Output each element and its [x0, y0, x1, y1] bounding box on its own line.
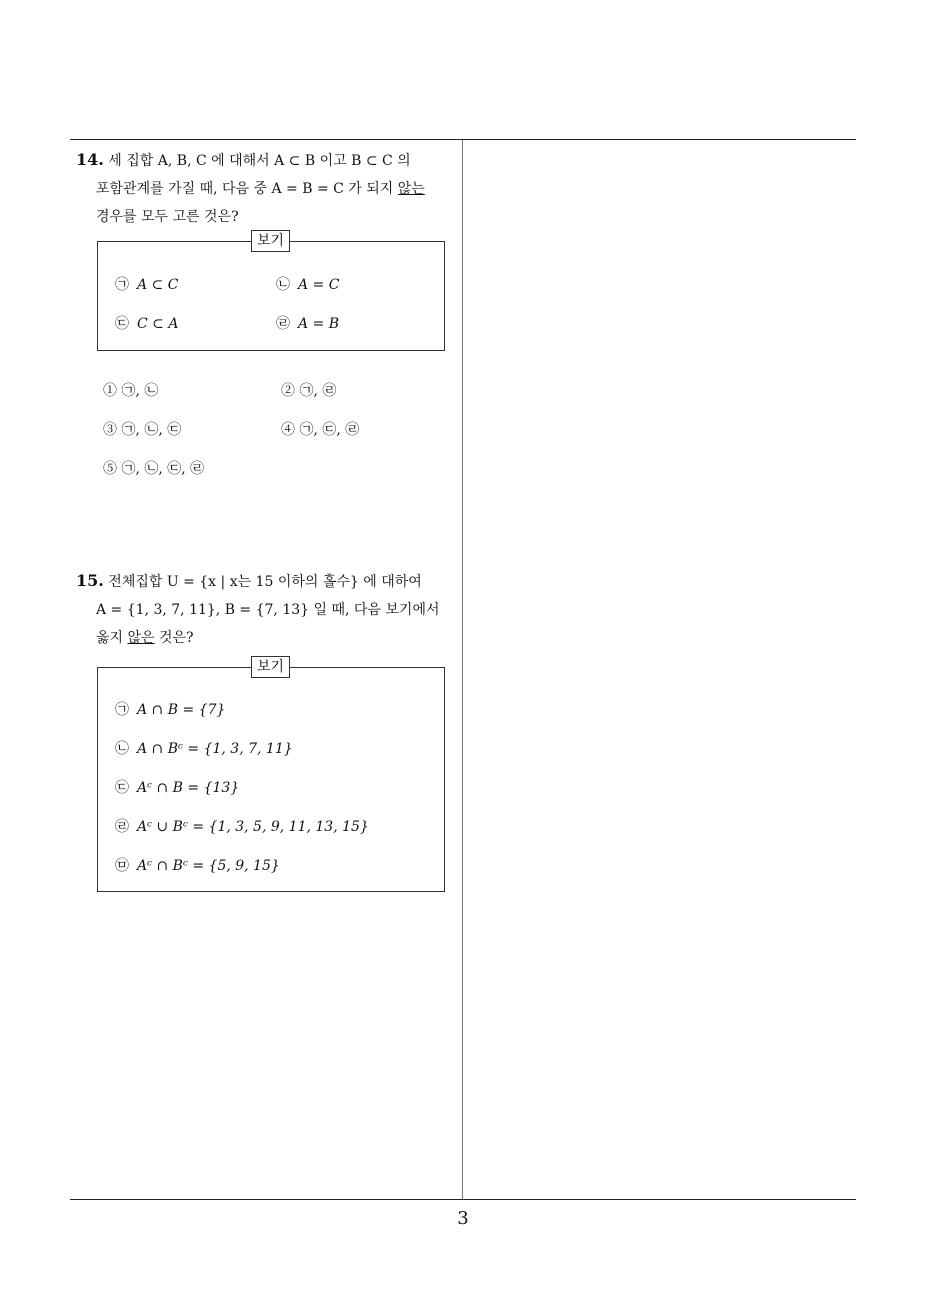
- q14-bogi-item: [276, 314, 339, 334]
- page-number: 3: [457, 1208, 469, 1229]
- q14-line-2: [76, 175, 456, 203]
- q15-bogi-expr: A ∩ Bᶜ = {1, 3, 7, 11}: [137, 741, 293, 757]
- column-divider: [462, 140, 463, 1200]
- q14-choice-4[interactable]: ④ ㉠, ㉢, ㉣: [281, 422, 360, 438]
- q15-bogi-item: [115, 817, 369, 837]
- q14-line-1: [76, 146, 456, 175]
- q14-bogi-expr: C ⊂ A: [137, 316, 179, 332]
- q14-bogi-mark: ㉣: [276, 316, 290, 332]
- q14-bogi-item: [115, 275, 178, 295]
- q14-text-2: 포함관계를 가질 때, 다음 중 A = B = C 가 되지: [96, 181, 398, 197]
- q15-underlined-word: 않은: [127, 630, 155, 646]
- q14-choice-3[interactable]: ③ ㉠, ㉡, ㉢: [103, 422, 182, 438]
- q14-choice-5[interactable]: ⑤ ㉠, ㉡, ㉢, ㉣: [103, 461, 205, 477]
- q14-bogi-item: [276, 275, 339, 295]
- q15-bogi-item: [115, 700, 225, 720]
- q15-line-3: [76, 624, 456, 652]
- q15-number: 15.: [76, 571, 104, 590]
- q14-text-1: 세 집합 A, B, C 에 대해서 A ⊂ B 이고 B ⊂ C 의: [108, 153, 411, 169]
- top-rule: [70, 139, 856, 140]
- q15-line-2: A = {1, 3, 7, 11}, B = {7, 13} 일 때, 다음 보기에서: [96, 602, 440, 618]
- q14-underlined-word: 않는: [397, 181, 425, 197]
- q15-bogi-mark: ㉣: [115, 819, 129, 835]
- q14-choice-2[interactable]: ② ㉠, ㉣: [281, 383, 337, 399]
- bottom-rule: [70, 1199, 856, 1200]
- q15-bogi-mark: ㉡: [115, 741, 129, 757]
- q14-bogi-mark: ㉡: [276, 277, 290, 293]
- q15-bogi-mark: ㉤: [115, 858, 129, 874]
- q14-bogi-item: [115, 314, 178, 334]
- q15-bogi-expr: A ∩ B = {7}: [137, 702, 226, 718]
- q14-bogi-expr: A = C: [298, 277, 340, 293]
- q15-line-1: [76, 567, 456, 596]
- q15-bogi-box: [97, 659, 445, 892]
- q14-number: 14.: [76, 150, 104, 169]
- q15-bogi-mark: ㉢: [115, 780, 129, 796]
- q14-bogi-expr: A ⊂ C: [137, 277, 179, 293]
- q14-bogi-mark: ㉠: [115, 277, 129, 293]
- q14-bogi-title: 보기: [251, 230, 290, 252]
- q15-text-3b: 것은?: [154, 630, 194, 646]
- q14-bogi-box: [97, 233, 445, 351]
- q15-bogi-item: [115, 739, 293, 759]
- q14-bogi-expr: A = B: [298, 316, 340, 332]
- q14-choice-1[interactable]: ① ㉠, ㉡: [103, 383, 159, 399]
- q14-line-3: 경우를 모두 고른 것은?: [96, 209, 239, 225]
- q15-bogi-title: 보기: [251, 656, 290, 678]
- question-14: [76, 146, 456, 231]
- q15-bogi-mark: ㉠: [115, 702, 129, 718]
- q14-bogi-mark: ㉢: [115, 316, 129, 332]
- q15-bogi-expr: Aᶜ ∪ Bᶜ = {1, 3, 5, 9, 11, 13, 15}: [137, 819, 369, 835]
- q15-bogi-expr: Aᶜ ∩ B = {13}: [137, 780, 240, 796]
- q15-text-1: 전체집합 U = {x | x는 15 이하의 홀수} 에 대하여: [108, 574, 422, 590]
- q15-bogi-expr: Aᶜ ∩ Bᶜ = {5, 9, 15}: [137, 858, 280, 874]
- q15-text-3a: 옳지: [96, 630, 128, 646]
- q15-bogi-item: [115, 778, 239, 798]
- question-15: [76, 567, 456, 652]
- q15-bogi-item: [115, 856, 280, 876]
